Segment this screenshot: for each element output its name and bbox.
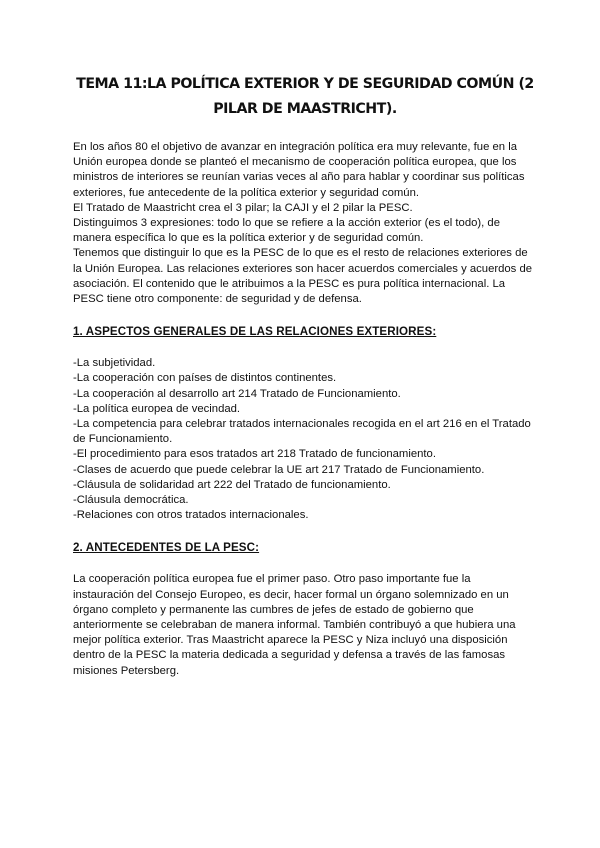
section1-list [73,356,533,523]
intro-paragraph: Tenemos que distinguir lo que es la PESC de lo que es el resto de relaciones exteriores de la Unión Europea. Las relaciones exteriores son hacer acuerdos comerciales y acuerdos de asociación. El contenido que le atribuimos a la PESC es pura política internacional. La PESC tiene otro componente: de seguridad y de defensa. [73,247,533,306]
intro-section [73,140,533,307]
list-item: -Cláusula de solidaridad art 222 del Tratado de funcionamiento. [73,478,391,491]
list-item: -La cooperación con países de distintos continentes. [73,372,337,385]
list-item: -La política europea de vecindad. [73,402,241,415]
section1-heading: 1. ASPECTOS GENERALES DE LAS RELACIONES EXTERIORES: [73,325,437,339]
list-item: -La competencia para celebrar tratados internacionales recogida en el art 216 en el Tratado de Funcionamiento. [73,418,531,446]
intro-paragraph: Distinguimos 3 expresiones: todo lo que se refiere a la acción exterior (es el todo), de manera específica lo que es la política exterior y de seguridad común. [73,217,500,245]
section2-paragraph: La cooperación política europea fue el primer paso. Otro paso importante fue la instauración del Consejo Europeo, es decir, hacer formal un órgano solemnizado en un órgano completo y permanente las cumbres de jefes de estado de gobierno que anteriormente se celebraban de manera informal. También contribuyó a que hubiera una mejor política exterior. Tras Maastricht aparece la PESC y Niza incluyó una disposición dentro de la PESC la materia dedicada a seguridad y defensa a través de las famosas misiones Petersberg. [73,573,516,677]
section2-heading: 2. ANTECEDENTES DE LA PESC: [73,541,260,555]
intro-paragraph: En los años 80 el objetivo de avanzar en integración política era muy relevante, fue en la Unión europea donde se planteó el mecanismo de cooperación política europea, que los ministros de interiores se reunían varias veces al año para hablar y coordinar sus políticas exteriores, fue antecedente de la política exterior y seguridad común. [73,141,525,199]
list-item: -Clases de acuerdo que puede celebrar la UE art 217 Tratado de Funcionamiento. [73,463,485,476]
list-item: -Relaciones con otros tratados internacionales. [73,509,309,522]
list-item: -La subjetividad. [73,357,156,370]
list-item: -La cooperación al desarrollo art 214 Tratado de Funcionamiento. [73,387,401,400]
list-item: -Cláusula democrática. [73,494,189,507]
list-item: -El procedimiento para esos tratados art 218 Tratado de funcionamiento. [73,448,436,461]
intro-paragraph: El Tratado de Maastricht crea el 3 pilar; la CAJI y el 2 pilar la PESC. [73,201,413,214]
document-title: TEMA 11:LA POLÍTICA EXTERIOR Y DE SEGURIDAD COMÚN (2 PILAR DE MAASTRICHT). [76,76,534,117]
document-page [73,72,533,679]
